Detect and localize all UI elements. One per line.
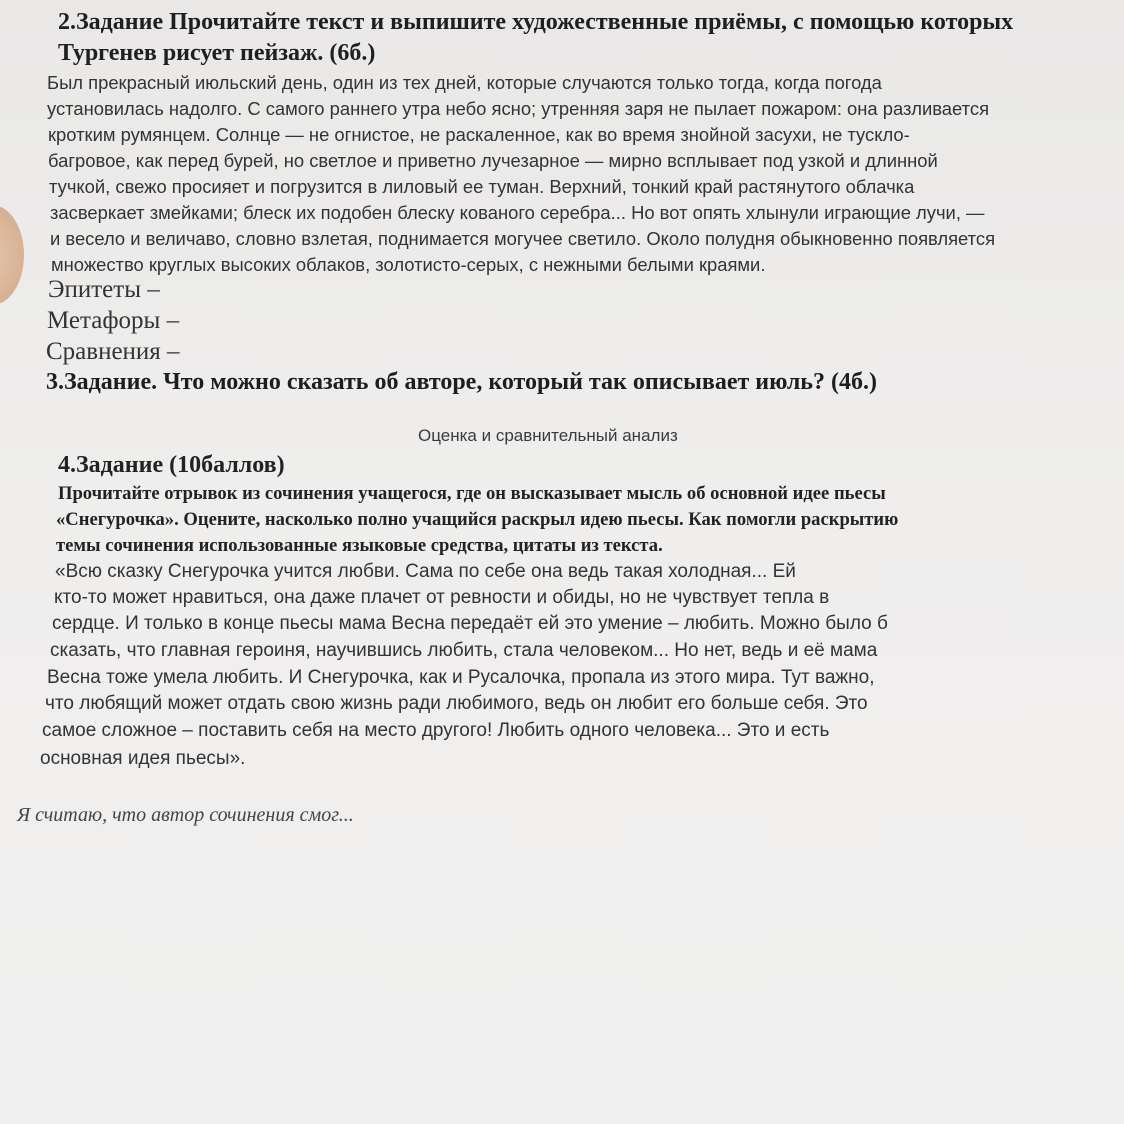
quote-line: основная идея пьесы». (40, 748, 246, 769)
quote-line: сказать, что главная героиня, научившись любить, стала человеком... Но нет, ведь и её мама (50, 640, 878, 661)
metaphors-label: Метафоры – (47, 307, 180, 334)
text-line: багровое, как перед бурей, но светлое и приветно лучезарное — мирно всплывает под узкой и длинной (48, 150, 938, 171)
text-line: множество круглых высоких облаков, золотисто-серых, с нежными белыми краями. (51, 254, 766, 275)
epithets-label: Эпитеты – (48, 276, 160, 303)
quote-line: самое сложное – поставить себя на место другого! Любить одного человека... Это и есть (42, 720, 830, 741)
text-line: и весело и величаво, словно взлетая, поднимается могучее светило. Около полудня обыкновенно появляется (50, 228, 996, 249)
quote-line: кто-то может нравиться, она даже плачет от ревности и обиды, но не чувствует тепла в (54, 587, 830, 608)
task4-heading: 4.Задание (10баллов) (58, 452, 285, 478)
text-line: установилась надолго. С самого раннего утра небо ясно; утренняя заря не пылает пожаром: она разливается (47, 98, 990, 119)
answer-start: Я считаю, что автор сочинения смог... (17, 804, 354, 826)
quote-line: что любящий может отдать свою жизнь ради любимого, ведь он любит его больше себя. Это (45, 693, 868, 714)
task4-instruction-line: «Снегурочка». Оцените, насколько полно учащийся раскрыл идею пьесы. Как помогли раскрытию (56, 509, 899, 530)
quote-line: сердце. И только в конце пьесы мама Весна передаёт ей это умение – любить. Можно было б (52, 613, 888, 634)
text-line: Был прекрасный июльский день, один из тех дней, которые случаются только тогда, когда погода (47, 72, 882, 93)
finger-edge (0, 205, 24, 305)
text-line: засверкает змейками; блеск их подобен блеску кованого серебра... Но вот опять хлынули играющие лучи, — (50, 202, 985, 223)
comparisons-label: Сравнения – (46, 338, 180, 365)
quote-line: Весна тоже умела любить. И Снегурочка, как и Русалочка, пропала из этого мира. Тут важно, (47, 667, 875, 688)
text-line: кротким румянцем. Солнце — не огнистое, не раскаленное, как во время знойной засухи, не тускло- (48, 124, 910, 145)
task4-instruction-line: темы сочинения использованные языковые средства, цитаты из текста. (56, 535, 663, 556)
task2-heading-line2: Тургенев рисует пейзаж. (6б.) (58, 40, 376, 66)
task4-instruction-line: Прочитайте отрывок из сочинения учащегося, где он высказывает мысль об основной идее пьесы (58, 483, 886, 504)
task3-heading: 3.Задание. Что можно сказать об авторе, который так описывает июль? (4б.) (46, 369, 877, 395)
section-title: Оценка и сравнительный анализ (418, 426, 678, 445)
quote-line: «Всю сказку Снегурочка учится любви. Сама по себе она ведь такая холодная... Ей (55, 561, 796, 582)
task2-heading-line1: 2.Задание Прочитайте текст и выпишите художественные приёмы, с помощью которых (58, 9, 1014, 35)
text-line: тучкой, свежо просияет и погрузится в лиловый ее туман. Верхний, тонкий край растянутого облачка (49, 176, 915, 197)
